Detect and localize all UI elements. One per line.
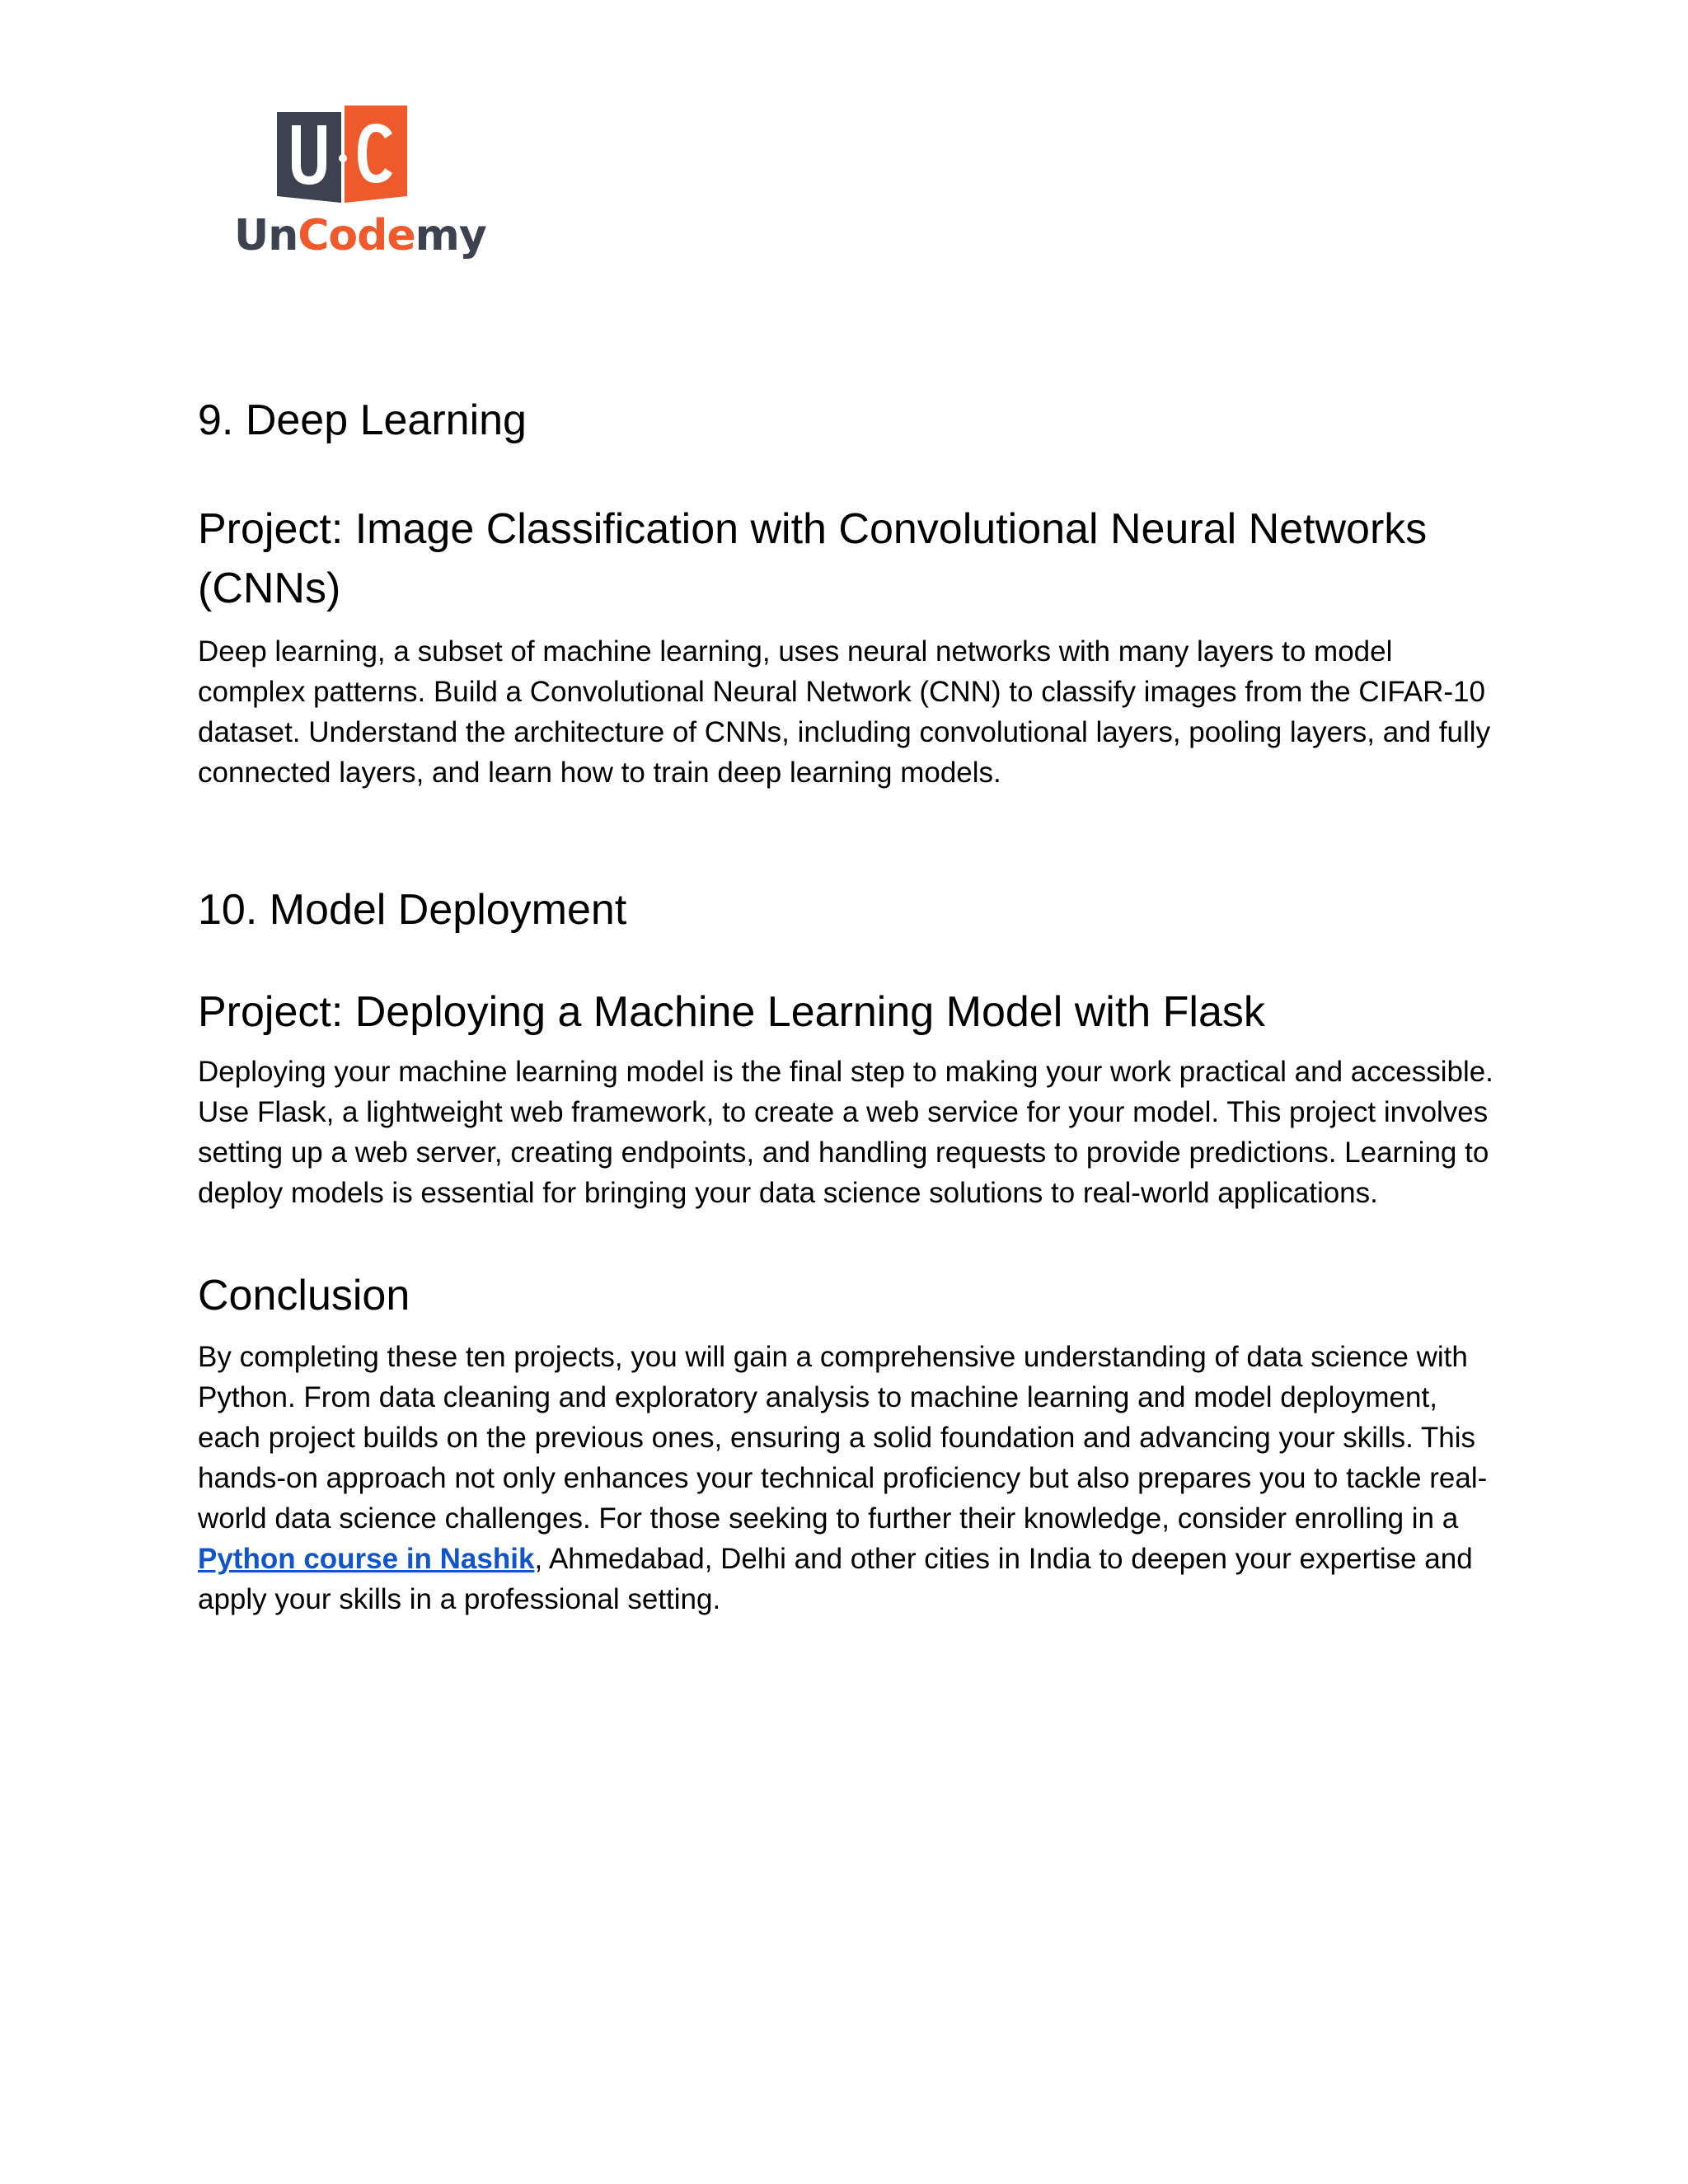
section-9-body: Deep learning, a subset of machine learning, uses neural networks with many layers to model complex patterns. Build a Convolutional Neural Network (CNN) to classify images from the CIFAR-10 dataset. Understand the architecture of CNNs, including convolutional layers, pooling layers, and fully connected layers, and learn how to train deep learning models. (198, 635, 1491, 789)
wordmark-my: my (415, 211, 486, 260)
wordmark-un: Un (234, 211, 298, 260)
conclusion-text-before: By completing these ten projects, you will gain a comprehensive understanding of data science with Python. From data cleaning and exploratory analysis to machine learning and model deployment, each project builds on the previous ones, ensuring a solid foundation and advancing your skills. This hands-on approach not only enhances your technical proficiency but also prepares you to tackle real-world data science challenges. For those seeking to further their knowledge, consider enrolling in a (198, 1341, 1488, 1535)
conclusion-text-after: , Ahmedabad, Delhi and other cities in India to deepen your expertise and apply your skills in a professional setting. (198, 1543, 1473, 1615)
python-course-link[interactable]: Python course in Nashik (198, 1543, 535, 1575)
conclusion-body (198, 1337, 1500, 1619)
section-10-heading: 10. Model Deployment (198, 886, 627, 934)
document-content (198, 394, 1500, 1619)
section-10-body: Deploying your machine learning model is the final step to making your work practical and accessible. Use Flask, a lightweight web framework, to create a web service for your model. This project involves setting up a web server, creating endpoints, and handling requests to provide predictions. Learning to deploy models is essential for bringing your data science solutions to real-world applications. (198, 1056, 1493, 1209)
conclusion-heading: Conclusion (198, 1272, 410, 1319)
section-10-project-title: Project: Deploying a Machine Learning Model with Flask (198, 988, 1265, 1036)
wordmark-code: Code (298, 211, 415, 260)
uncodemy-logo (231, 105, 486, 279)
uncodemy-wordmark (234, 211, 486, 260)
uc-logo-mark-icon (277, 105, 407, 203)
section-9-project-title: Project: Image Classification with Convolutional Neural Networks (CNNs) (198, 505, 1428, 612)
section-9-heading: 9. Deep Learning (198, 396, 527, 444)
